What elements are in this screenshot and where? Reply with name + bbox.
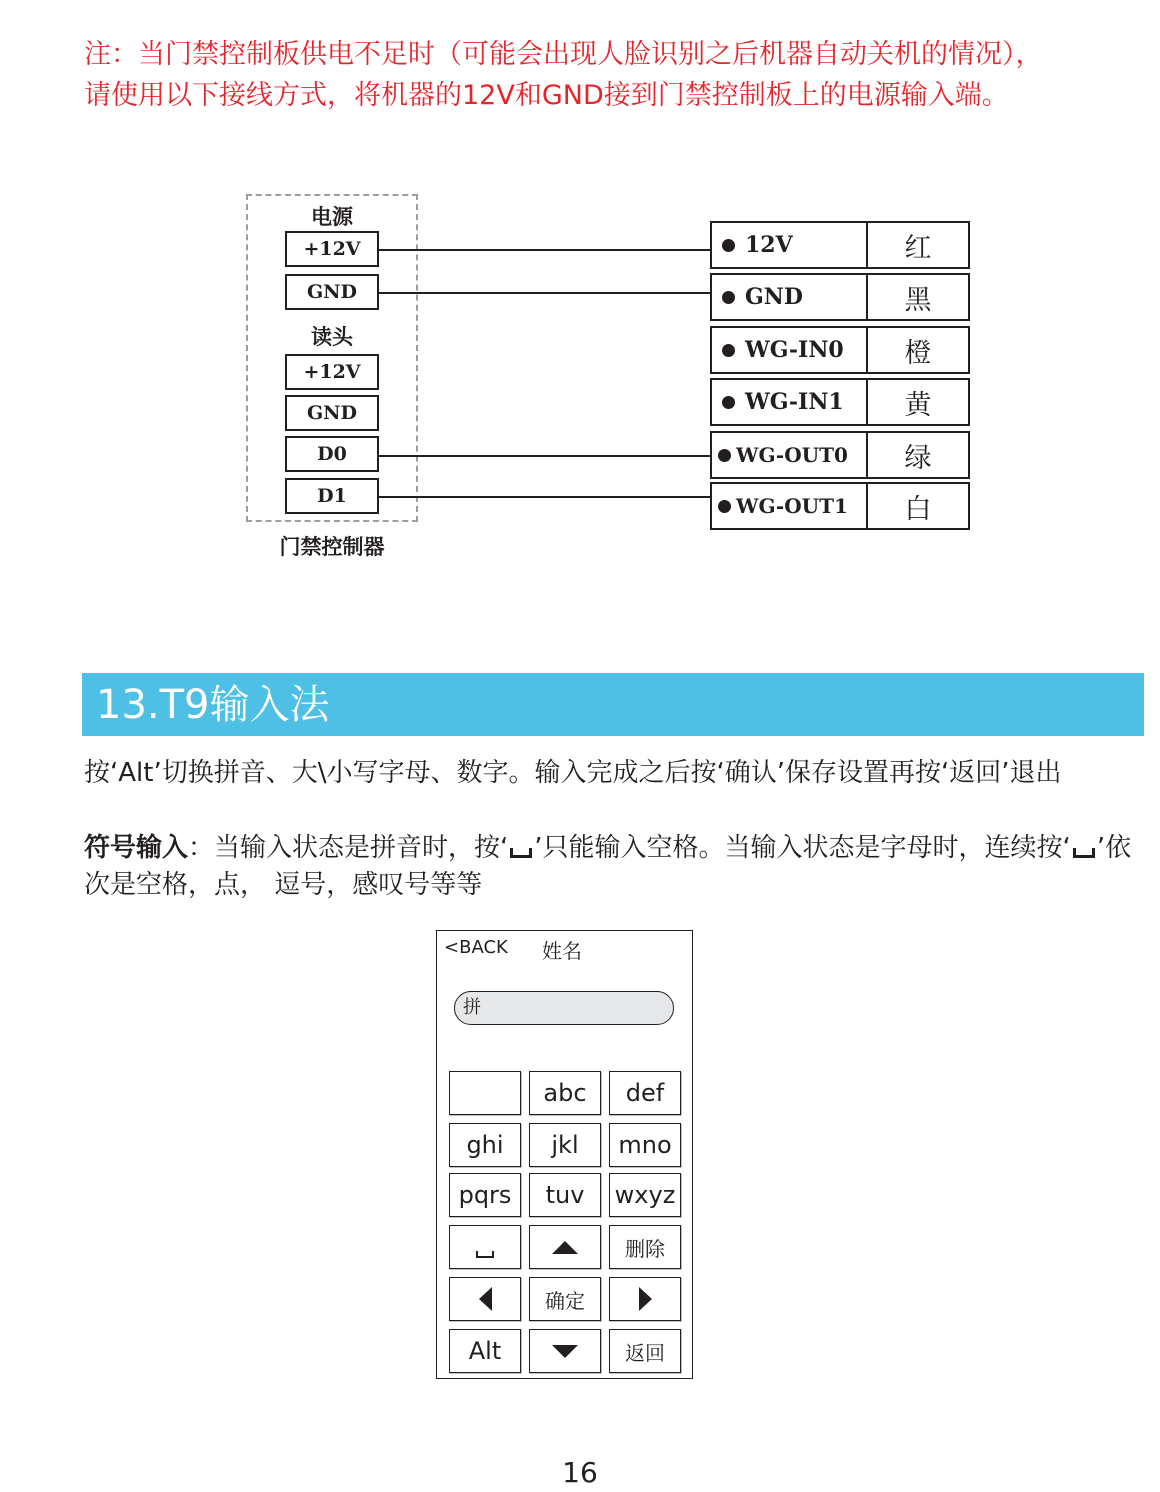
wire-color: 红 <box>904 232 932 264</box>
wire-row-gnd <box>710 273 970 321</box>
section-title: 13.T9输入法 <box>96 682 330 728</box>
power-label: 电源 <box>311 204 353 229</box>
key-def[interactable]: def <box>609 1071 681 1115</box>
power-gnd-terminal: GND <box>285 274 379 310</box>
wire-color: 绿 <box>904 442 932 474</box>
reader-gnd-terminal: GND <box>285 395 379 431</box>
note-line-2: 请使用以下接线方式，将机器的12V和GND接到门禁控制板上的电源输入端。 <box>84 80 1009 111</box>
key-mno[interactable]: mno <box>609 1123 681 1167</box>
space-key-icon <box>510 848 532 858</box>
reader-d1-terminal: D1 <box>285 478 379 514</box>
warning-note <box>84 34 1134 116</box>
back-button[interactable]: <BACK <box>444 937 508 958</box>
arrow-right-icon <box>639 1287 652 1311</box>
instruction-paragraph: 按‘Alt’切换拼音、大\小写字母、数字。输入完成之后按‘确认’保存设置再按‘返回’退出 <box>84 758 1062 788</box>
page-number: 16 <box>562 1456 598 1489</box>
input-mode-indicator: 拼 <box>463 997 481 1018</box>
chevron-left-icon: < <box>444 937 460 958</box>
space-key[interactable] <box>449 1225 521 1269</box>
symbol-input-heading: 符号输入 <box>84 833 189 863</box>
power-12v-terminal: +12V <box>285 231 379 267</box>
confirm-key[interactable]: 确定 <box>529 1277 601 1321</box>
right-key[interactable] <box>609 1277 681 1321</box>
key-abc[interactable]: abc <box>529 1071 601 1115</box>
wire-d1 <box>379 496 711 498</box>
wire-row-wg-out0 <box>710 431 970 479</box>
wire-gnd <box>379 292 711 294</box>
key-pqrs[interactable]: pqrs <box>449 1173 521 1217</box>
signal-name: 12V <box>745 232 793 258</box>
bullet-icon <box>722 291 735 304</box>
key-ghi[interactable]: ghi <box>449 1123 521 1167</box>
wire-color: 橙 <box>904 337 932 369</box>
wire-row-wg-in0 <box>710 326 970 374</box>
text-input-field[interactable] <box>454 991 674 1025</box>
reader-d0-terminal: D0 <box>285 436 379 472</box>
left-key[interactable] <box>449 1277 521 1321</box>
key-tuv[interactable]: tuv <box>529 1173 601 1217</box>
bullet-icon <box>722 396 735 409</box>
down-key[interactable] <box>529 1329 601 1373</box>
reader-label: 读头 <box>311 324 353 349</box>
signal-name: WG-IN1 <box>745 389 844 415</box>
wire-row-12v <box>710 221 970 269</box>
space-icon <box>476 1251 494 1258</box>
delete-key[interactable]: 删除 <box>609 1225 681 1269</box>
bullet-icon <box>718 449 731 462</box>
symbol-input-paragraph: 符号输入：当输入状态是拼音时，按‘ ’只能输入空格。当输入状态是字母时，连续按‘ ’依次是空格，点， 逗号，感叹号等等 <box>84 833 1132 900</box>
signal-name: GND <box>745 284 803 310</box>
arrow-left-icon <box>479 1287 492 1311</box>
note-line-1: 注：当门禁控制板供电不足时（可能会出现人脸识别之后机器自动关机的情况）， <box>84 39 1043 70</box>
screen-title: 姓名 <box>542 939 582 963</box>
bullet-icon <box>718 500 731 513</box>
signal-name: WG-OUT0 <box>736 443 848 467</box>
bullet-icon <box>722 344 735 357</box>
key-1[interactable] <box>449 1071 521 1115</box>
up-key[interactable] <box>529 1225 601 1269</box>
bullet-icon <box>722 239 735 252</box>
wire-row-wg-out1 <box>710 482 970 530</box>
wire-row-wg-in1 <box>710 378 970 426</box>
wire-d0 <box>379 455 711 457</box>
key-wxyz[interactable]: wxyz <box>609 1173 681 1217</box>
signal-name: WG-IN0 <box>745 337 844 363</box>
wire-color: 白 <box>904 493 932 525</box>
space-key-icon <box>1073 848 1095 858</box>
arrow-down-icon <box>552 1345 578 1358</box>
signal-name: WG-OUT1 <box>736 494 848 518</box>
alt-key[interactable]: Alt <box>449 1329 521 1373</box>
controller-label: 门禁控制器 <box>279 534 385 559</box>
key-jkl[interactable]: jkl <box>529 1123 601 1167</box>
arrow-up-icon <box>552 1241 578 1254</box>
reader-12v-terminal: +12V <box>285 354 379 390</box>
t9-screen-mockup <box>436 930 693 1379</box>
wire-color: 黑 <box>904 284 932 316</box>
wire-12v <box>379 249 711 251</box>
return-key[interactable]: 返回 <box>609 1329 681 1373</box>
wire-color: 黄 <box>904 389 932 421</box>
